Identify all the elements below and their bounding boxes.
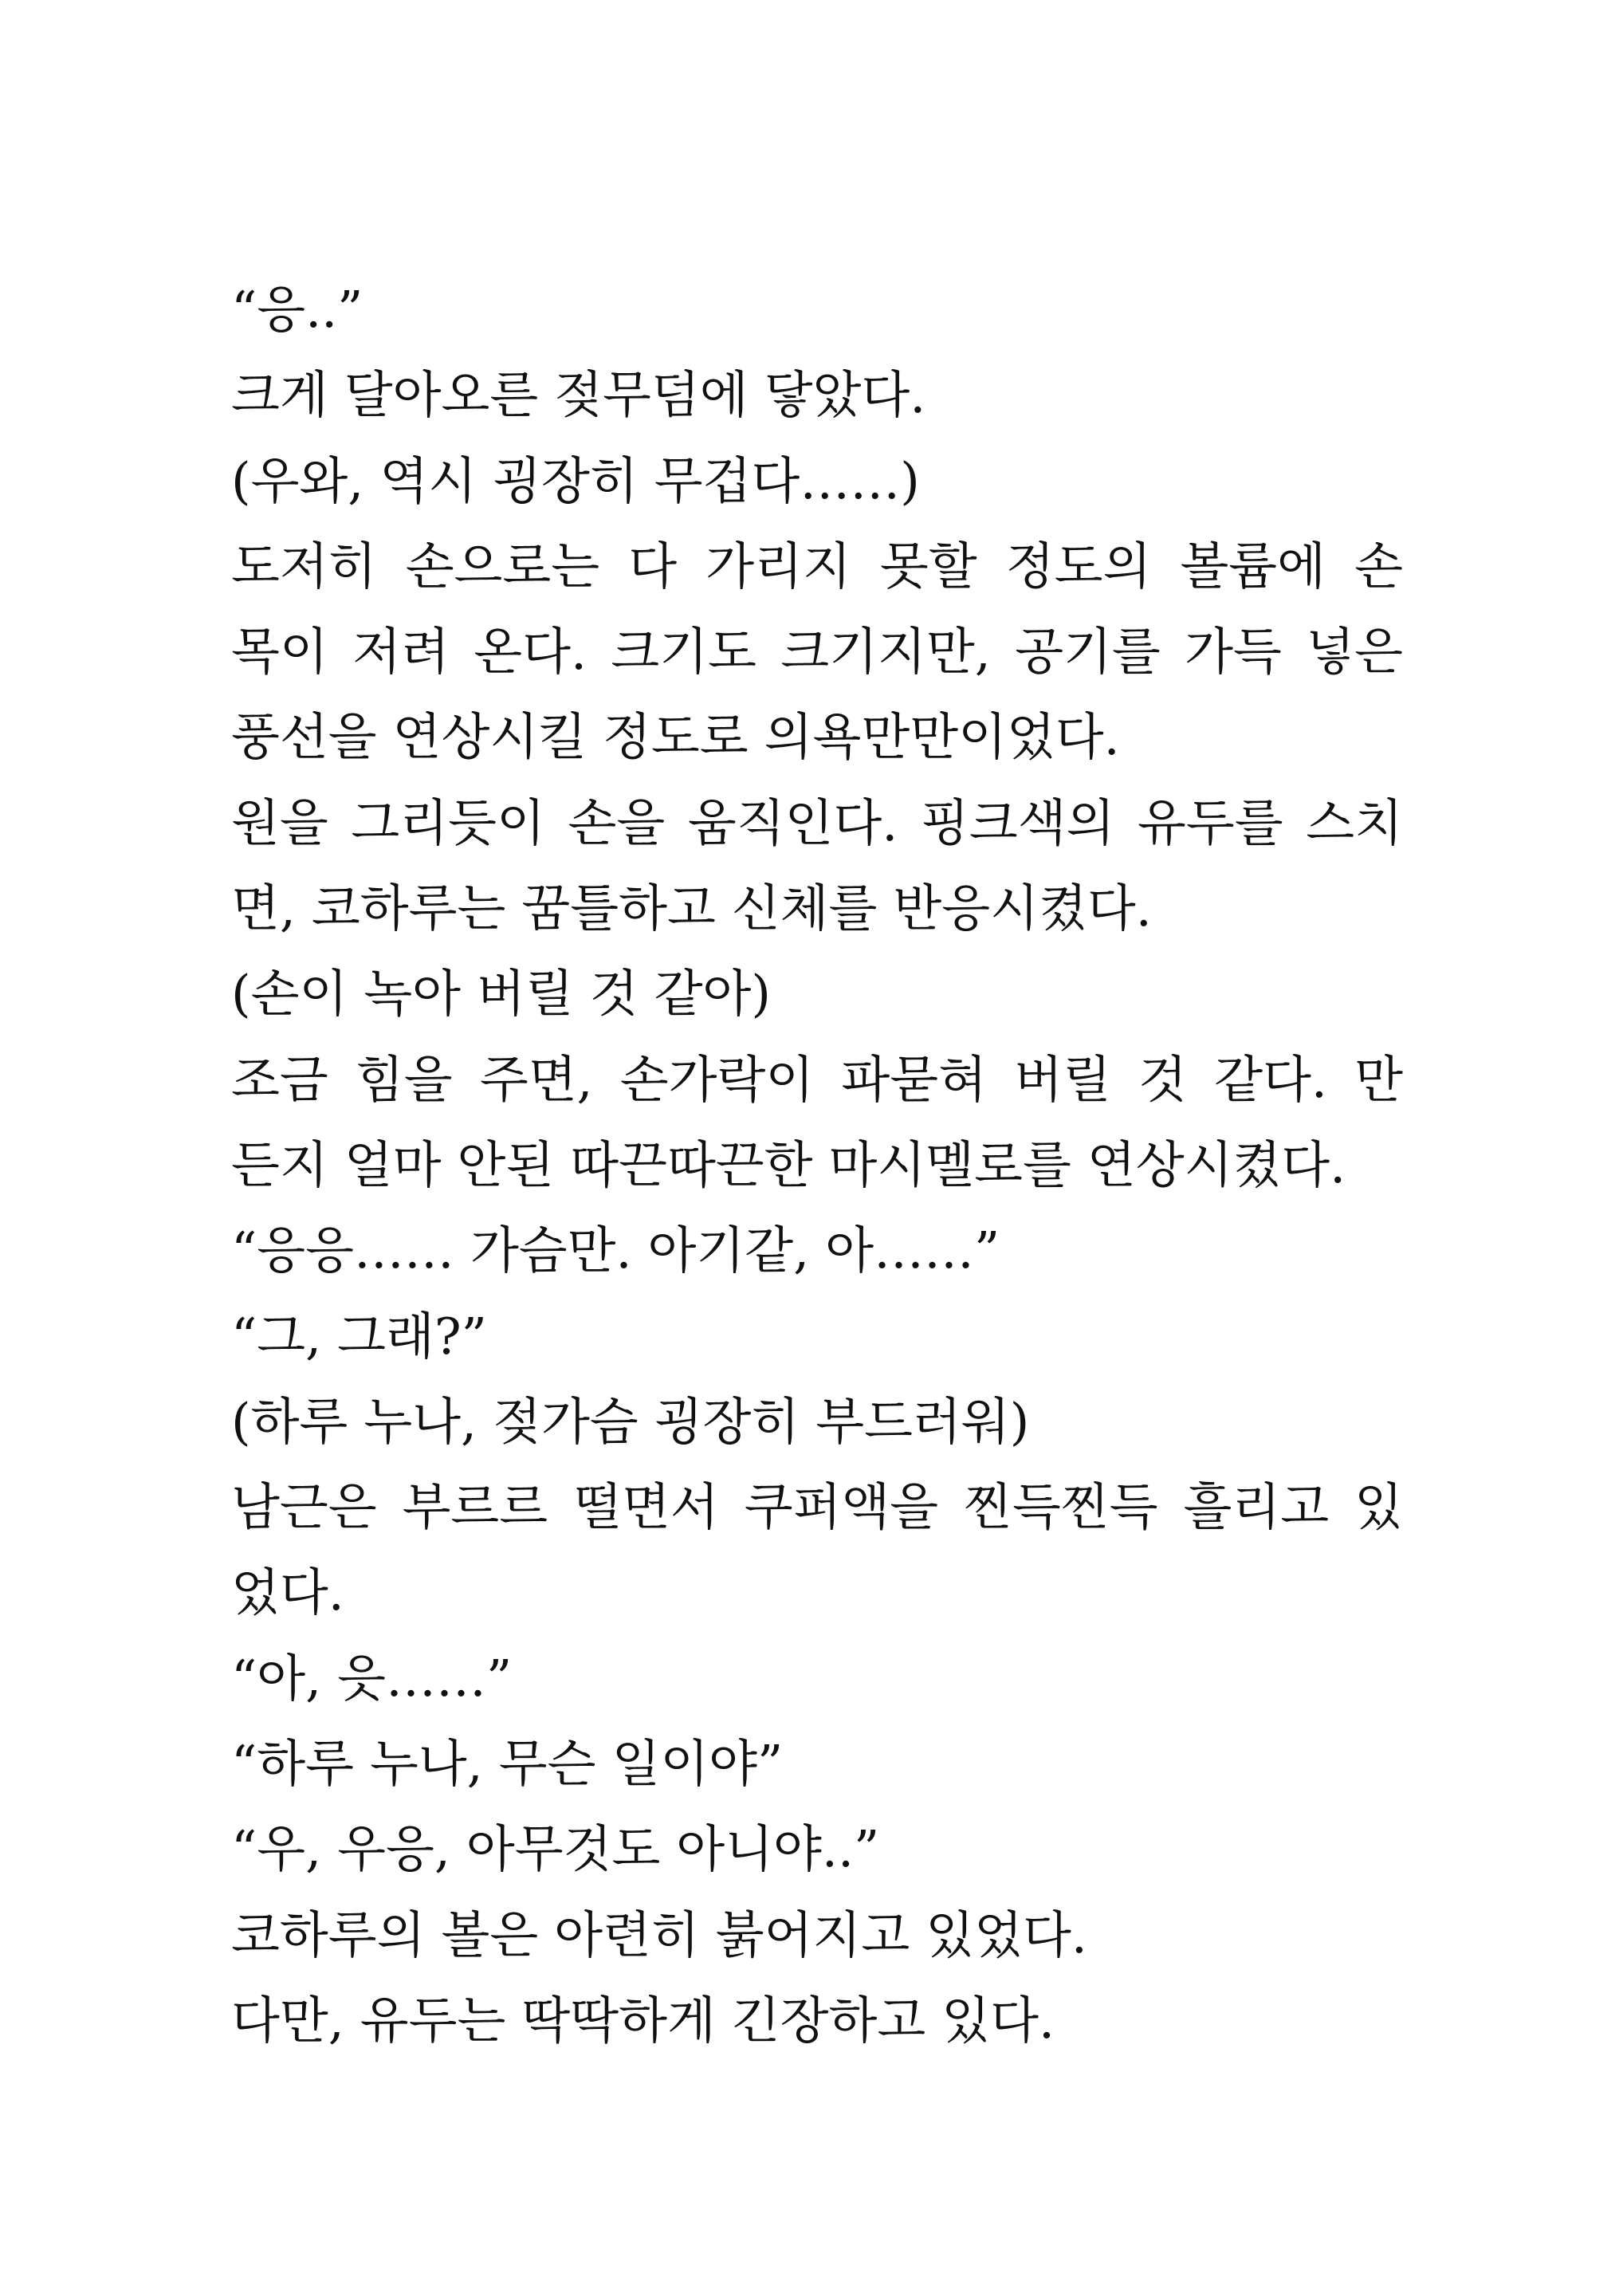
text-line: “응응…… 가슴만. 아기같, 아……” [231,1221,1000,1280]
text-line: “아, 읏……” [231,1649,513,1708]
text-line: 면, 코하루는 꿈틀하고 신체를 반응시켰다. [231,879,1152,938]
text-line: 풍선을 연상시킬 정도로 의욕만만이었다. [231,708,1120,767]
body-text [231,267,1403,2063]
text-line: 원을 그리듯이 손을 움직인다. 핑크색의 유두를 스치 [231,793,1403,852]
text-line: (우와, 역시 굉장히 무겁다……) [231,451,920,510]
text-line: (손이 녹아 버릴 것 같아) [231,965,771,1024]
text-line: “그, 그래?” [231,1307,487,1366]
text-line: 다만, 유두는 딱딱하게 긴장하고 있다. [231,1991,1055,2050]
text-line: 크게 달아오른 젖무덤에 닿았다. [231,366,926,425]
text-line: “하루 누나, 무슨 일이야” [231,1735,784,1794]
text-line: 남근은 부르르 떨면서 쿠퍼액을 찐득찐득 흘리고 있 [231,1478,1403,1537]
text-line: 코하루의 볼은 아련히 붉어지고 있었다. [231,1905,1087,1964]
text-line: 든지 얼마 안된 따끈따끈한 마시멜로를 연상시켰다. [231,1135,1346,1194]
text-line: “응..” [231,281,364,339]
text-line: 조금 힘을 주면, 손가락이 파묻혀 버릴 것 같다. 만 [231,1050,1403,1109]
text-line: 도저히 손으로는 다 가리지 못할 정도의 볼륨에 손 [231,537,1403,596]
text-line: (하루 누나, 젖가슴 굉장히 부드러워) [231,1392,1030,1451]
text-line: 었다. [231,1563,344,1622]
text-line: 목이 저려 온다. 크기도 크기지만, 공기를 가득 넣은 [231,623,1403,682]
text-line: “우, 우응, 아무것도 아니야..” [231,1820,880,1879]
